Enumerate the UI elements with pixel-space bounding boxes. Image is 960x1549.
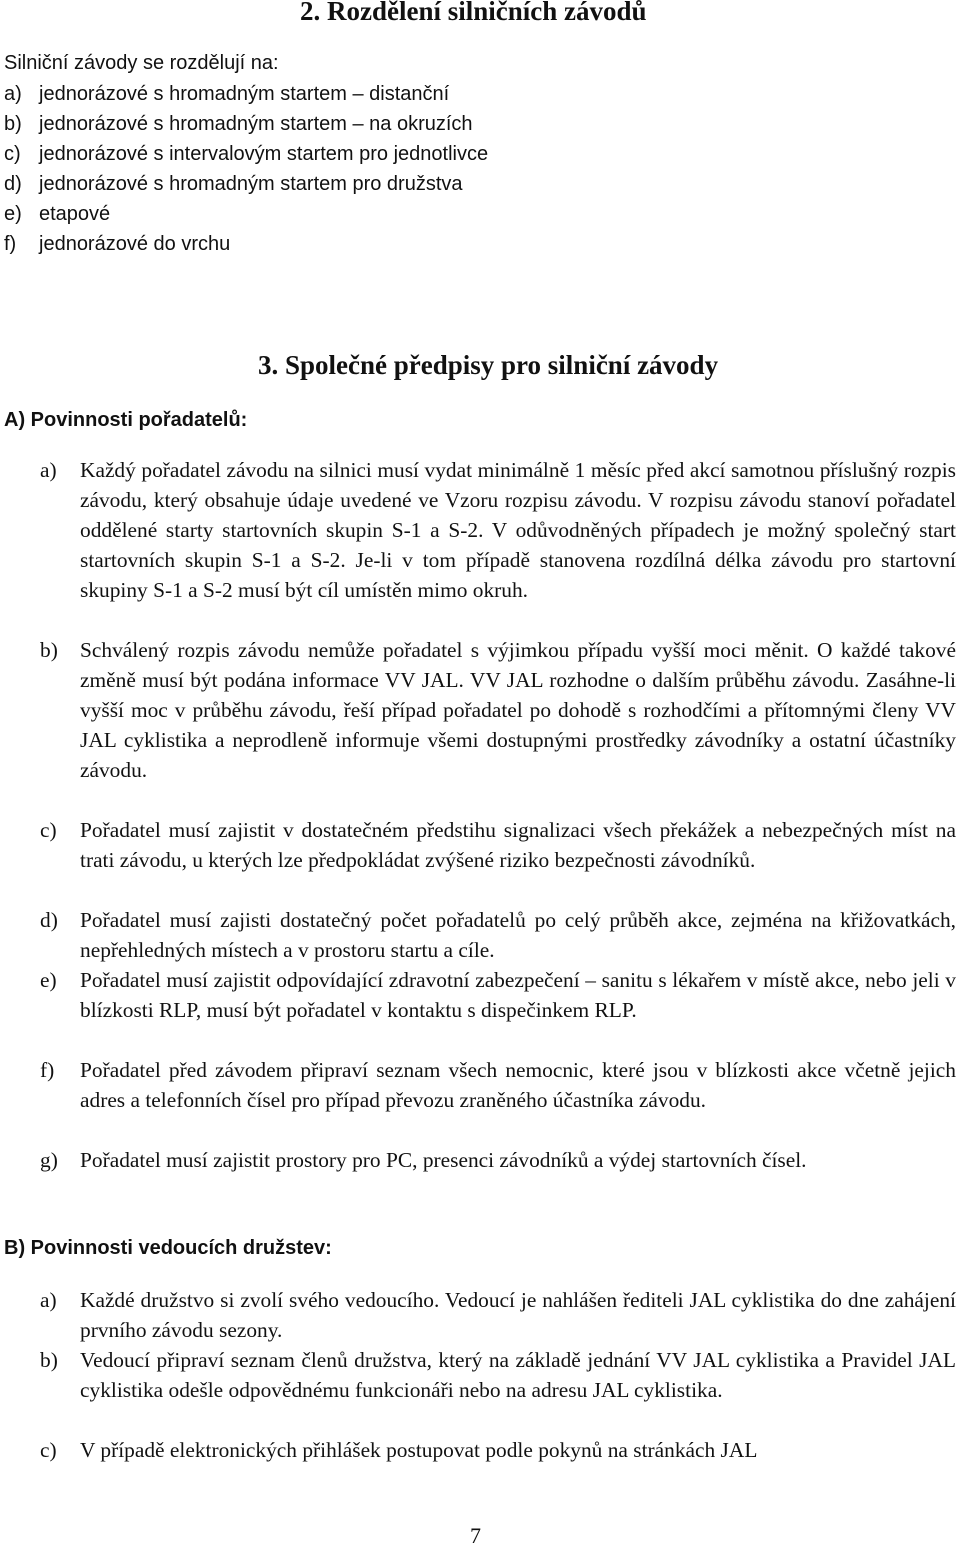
list-marker: e) [40,968,57,992]
list-marker: c) [40,1438,57,1462]
list-item [4,233,231,256]
list-text: Pořadatel musí zajistit odpovídající zdravotní zabezpečení – sanitu s lékařem v místě akce, nebo jeli v blízkosti RLP, musí být pořadatel v kontaktu s dispečinkem RLP. [80,968,956,1022]
list-item [40,1285,956,1345]
list-item [40,905,956,965]
list-item [40,965,956,1025]
list-item [40,455,956,605]
page-number: 7 [470,1523,481,1548]
list-marker: d) [4,173,22,195]
list-text: jednorázové s hromadným startem – distanční [39,83,450,105]
list-marker: b) [40,1348,58,1372]
list-item [40,1345,956,1405]
list-text: V případě elektronických přihlášek postupovat podle pokynů na stránkách JAL [80,1438,758,1462]
list-text: Pořadatel musí zajistit prostory pro PC, presenci závodníků a výdej startovních čísel. [80,1148,807,1172]
list-item [40,815,956,875]
list-item [40,635,956,785]
list-text: jednorázové s intervalovým startem pro jednotlivce [39,143,489,165]
list-text: Schválený rozpis závodu nemůže pořadatel s výjimkou případu vyšší moci měnit. O každé takové změně musí být podána informace VV JAL. VV JAL rozhodne o dalším průběhu závodu. Zasáhne-li vyšší moc v průběhu závodu, řeší případ pořadatel po dohodě s rozhodčími a přítomnými členy VV JAL cyklistika a neprodleně informuje všemi dostupnými prostředky závodníky a ostatní účastníky závodu. [80,638,956,782]
list-text: Každý pořadatel závodu na silnici musí vydat minimálně 1 měsíc před akcí samotnou příslušný rozpis závodu, který obsahuje údaje uvedené ve Vzoru rozpisu závodu. V rozpisu závodu stanoví pořadatel oddělené starty startovních skupin S-1 a S-2. V odůvodněných případech je možný společný start startovních skupin S-1 a S-2. Je-li v tom případě stanovena rozdílná délka závodu pro startovní skupiny S-1 a S-2 musí být cíl umístěn mimo okruh. [80,458,956,602]
list-marker: c) [40,818,57,842]
part-b-heading: B) Povinnosti vedoucích družstev: [4,1237,332,1259]
list-text: Každé družstvo si zvolí svého vedoucího. Vedoucí je nahlášen řediteli JAL cyklistika do dne zahájení prvního závodu sezony. [80,1288,956,1342]
list-text: Vedoucí připraví seznam členů družstva, který na základě jednání VV JAL cyklistika a Pravidel JAL cyklistika odešle odpovědnému funkcionáři nebo na adresu JAL cyklistika. [80,1348,956,1402]
list-text: Pořadatel musí zajistit v dostatečném předstihu signalizaci všech překážek a nebezpečných míst na trati závodu, u kterých lze předpokládat zvýšené riziko bezpečnosti závodníků. [80,818,956,872]
list-item [4,83,450,106]
list-text: jednorázové do vrchu [39,233,231,255]
list-marker: c) [4,143,21,165]
list-text: Pořadatel před závodem připraví seznam všech nemocnic, které jsou v blízkosti akce včetně jejich adres a telefonních čísel pro případ převozu zraněného účastníka závodu. [80,1058,956,1112]
list-marker: f) [40,1058,55,1082]
section-2-intro: Silniční závody se rozdělují na: [4,52,279,74]
list-text: Pořadatel musí zajisti dostatečný počet pořadatelů po celý průběh akce, zejména na křižovatkách, nepřehledných místech a v prostoru startu a cíle. [80,908,956,962]
list-marker: a) [4,83,22,105]
list-marker: b) [40,638,58,662]
section-3-title: 3. Společné předpisy pro silniční závody [258,350,719,380]
list-item [4,203,111,226]
list-item [4,113,473,136]
list-text: jednorázové s hromadným startem – na okruzích [39,113,473,135]
list-item [4,173,463,196]
list-item [4,143,489,166]
list-marker: d) [40,908,58,932]
part-a-heading: A) Povinnosti pořadatelů: [4,409,248,431]
list-text: etapové [39,203,111,225]
list-marker: f) [4,233,17,255]
list-marker: e) [4,203,22,225]
list-marker: a) [40,1288,57,1312]
list-text: jednorázové s hromadným startem pro družstva [39,173,463,195]
list-item [40,1055,956,1115]
section-2-title: 2. Rozdělení silničních závodů [300,0,647,26]
list-marker: g) [40,1148,58,1172]
list-item [40,1145,956,1175]
list-item [40,1435,956,1465]
list-marker: a) [40,458,57,482]
list-marker: b) [4,113,22,135]
